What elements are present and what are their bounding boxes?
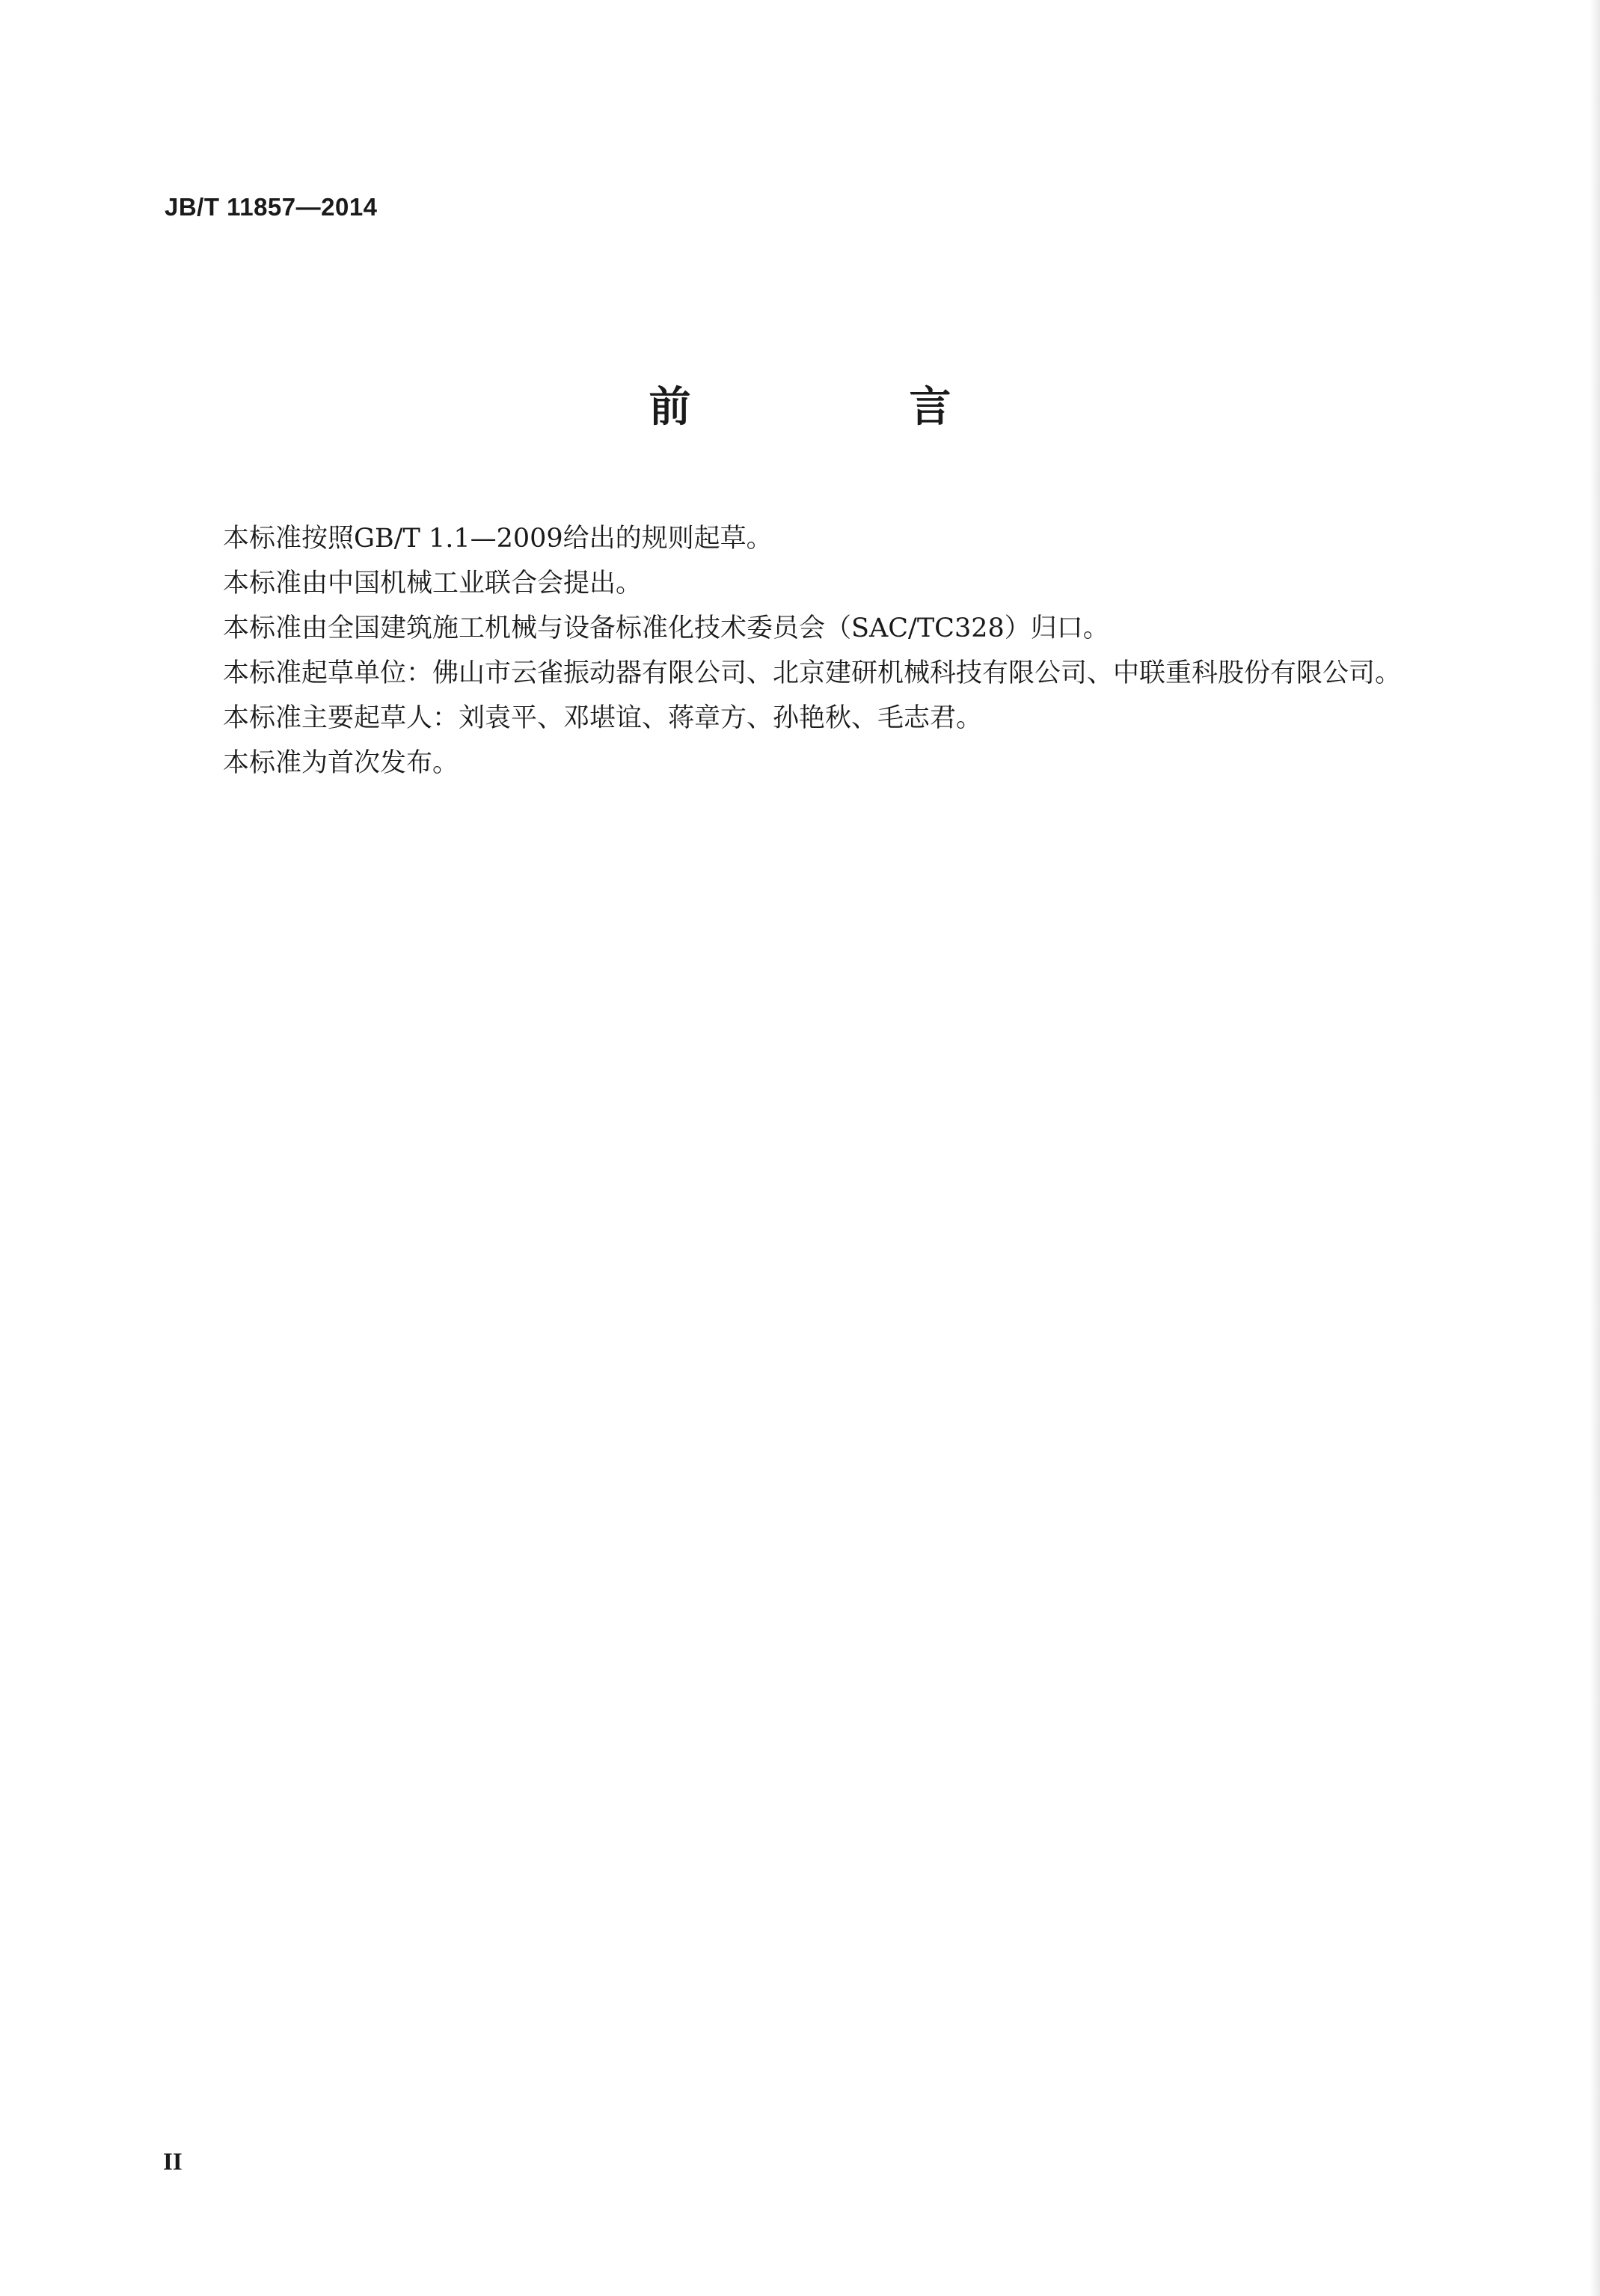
- page-edge-shadow: [1590, 0, 1600, 2296]
- paragraph-first-release: 本标准为首次发布。: [223, 748, 459, 778]
- standard-code-header: JB/T 11857—2014: [165, 193, 378, 221]
- foreword-body: [165, 516, 1481, 786]
- paragraph-proposer: 本标准由中国机械工业联合会提出。: [223, 569, 643, 599]
- paragraph-drafters: 本标准主要起草人：刘袁平、邓堪谊、蒋章方、孙艳秋、毛志君。: [223, 703, 983, 733]
- paragraph-drafting-units: 本标准起草单位：佛山市云雀振动器有限公司、北京建研机械科技有限公司、中联重科股份有限公司。: [223, 658, 1402, 688]
- foreword-title: 前 言: [649, 383, 1040, 432]
- paragraph-committee: 本标准由全国建筑施工机械与设备标准化技术委员会（SAC/TC328）归口。: [223, 613, 1109, 643]
- page-number: II: [163, 2149, 183, 2176]
- paragraph-drafting-rules: 本标准按照GB/T 1.1—2009给出的规则起草。: [223, 524, 773, 554]
